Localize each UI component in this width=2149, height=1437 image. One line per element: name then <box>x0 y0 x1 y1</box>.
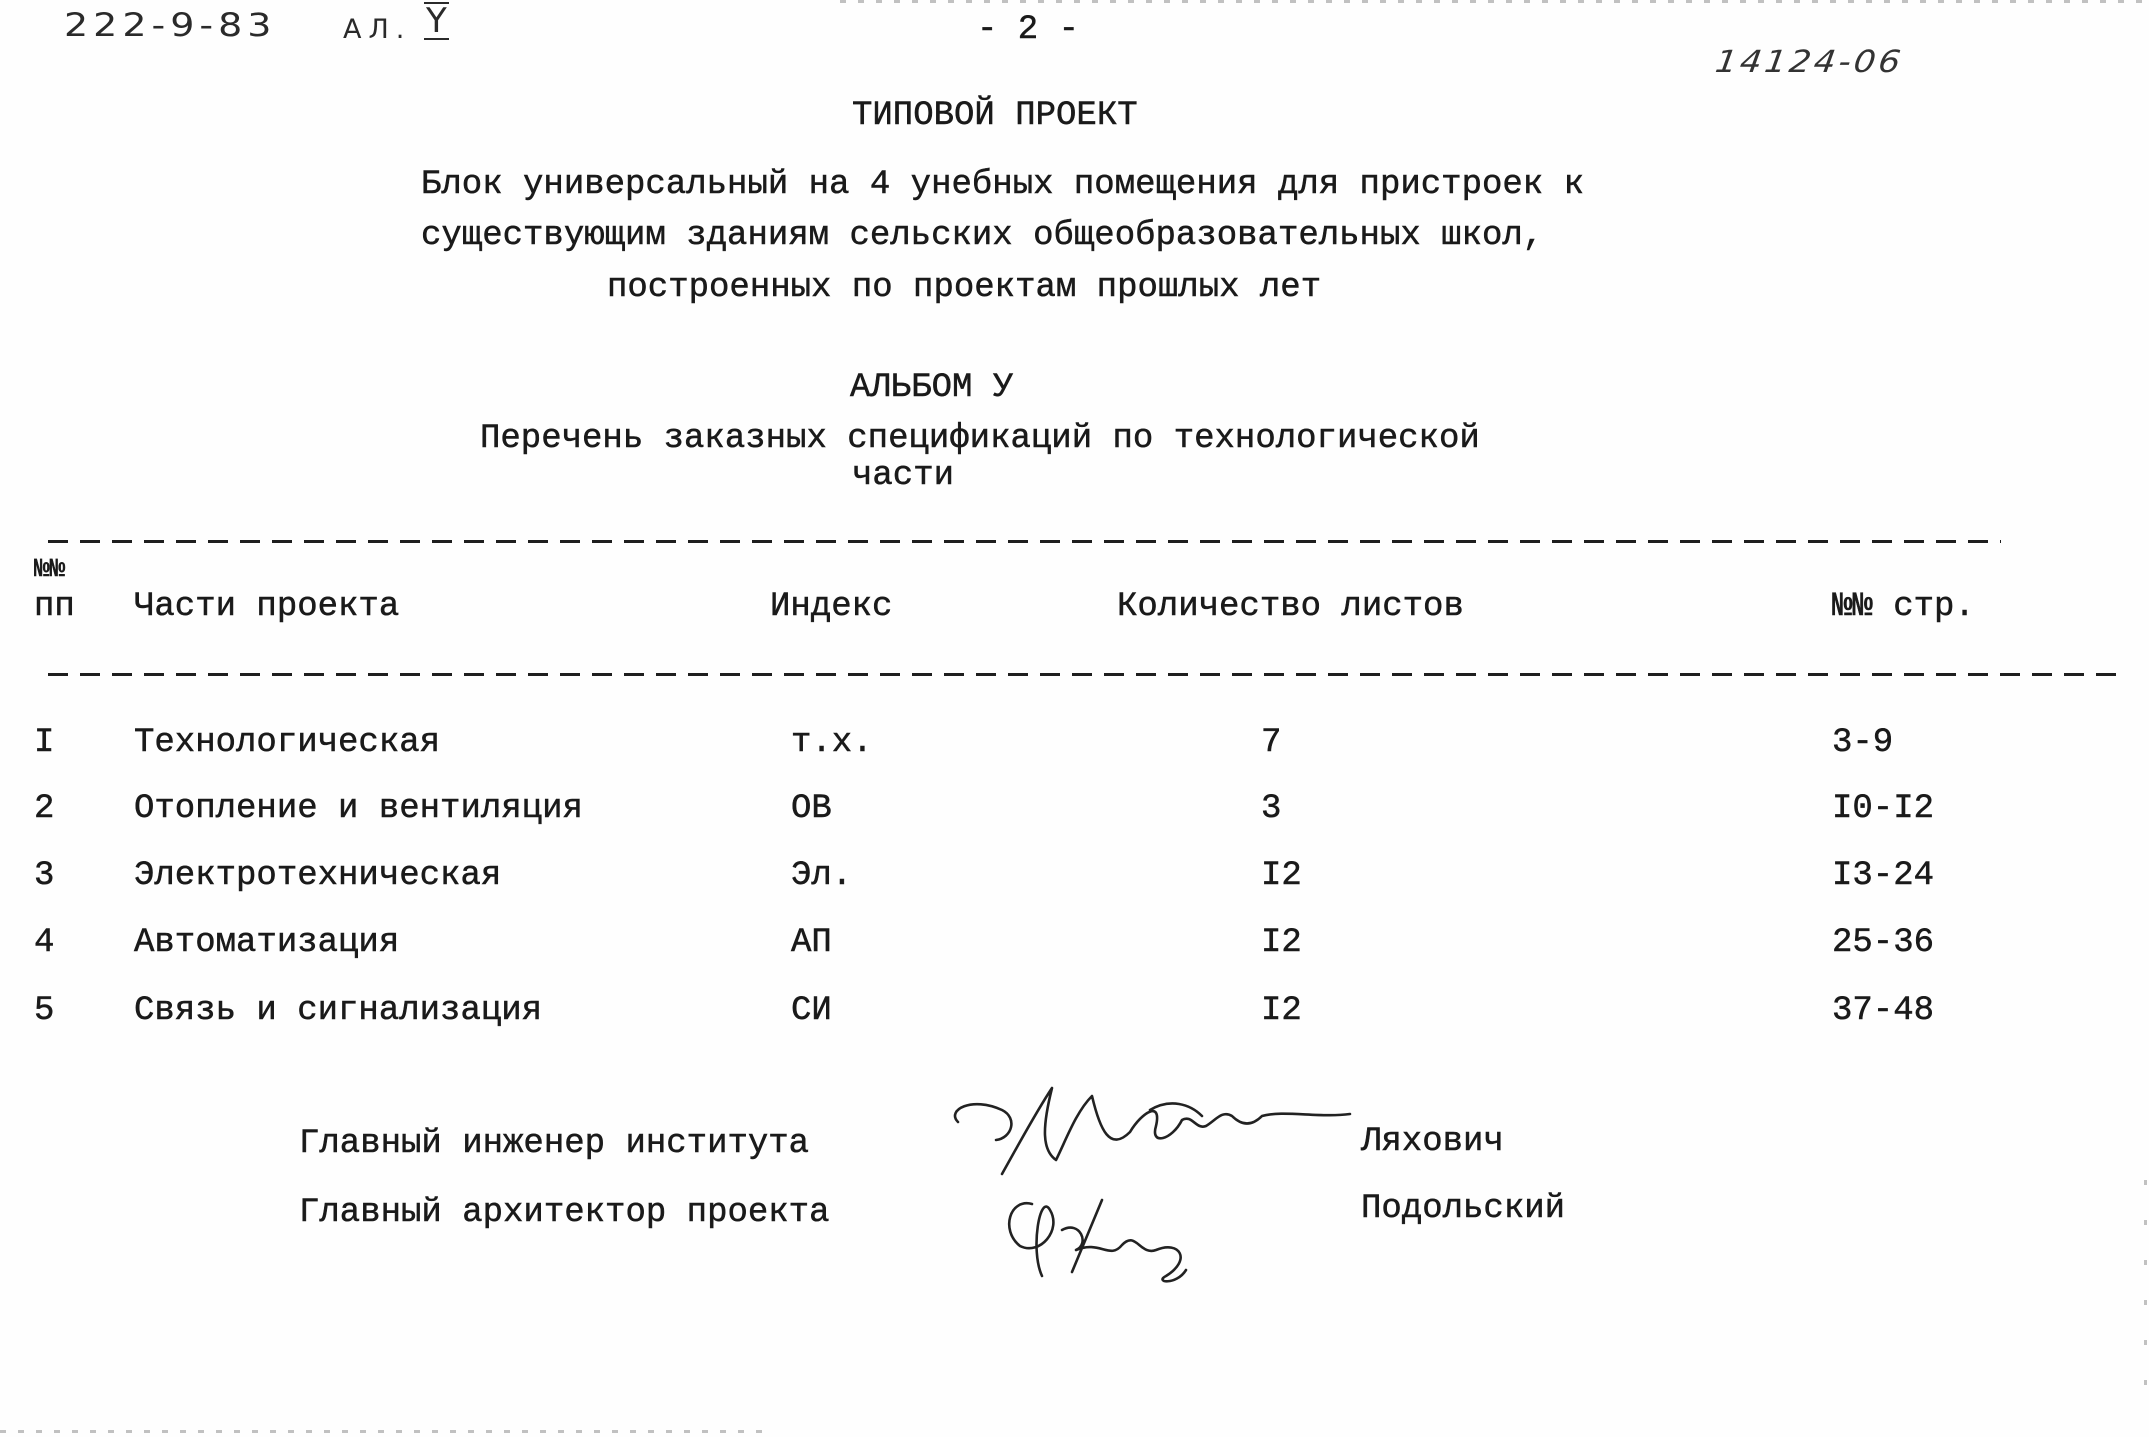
row-pages: 3-9 <box>1832 724 1894 762</box>
album-mark: АЛ. <box>343 14 412 45</box>
row-sheets: 3 <box>1261 790 1282 828</box>
album-subtitle-line: Перечень заказных спецификаций по технологической <box>480 420 1480 458</box>
row-part: Технологическая <box>134 724 441 762</box>
project-title-line: построенных по проектам прошлых лет <box>607 269 1322 307</box>
row-index: ОВ <box>791 790 832 828</box>
column-header-sheets: Количество листов <box>1117 588 1464 626</box>
row-number: 4 <box>34 924 55 962</box>
project-type-heading: ТИПОВОЙ ПРОЕКТ <box>852 97 1138 135</box>
row-part: Автоматизация <box>134 924 400 962</box>
signature-chief-architect <box>1009 1200 1186 1281</box>
project-title-line: существующим зданиям сельских общеобразовательных школ, <box>421 217 1544 255</box>
album-number: Y <box>426 1 447 41</box>
signature-role: Главный инженер института <box>299 1125 810 1163</box>
scan-noise-bottom <box>0 1430 770 1433</box>
scan-noise-right <box>2144 1180 2147 1410</box>
row-number: I <box>34 724 55 762</box>
row-sheets: I2 <box>1261 857 1302 895</box>
document-code: 222-9-83 <box>64 6 277 44</box>
column-header-number: пп <box>34 588 75 626</box>
column-header-number-top: №№ <box>34 554 66 584</box>
signatory-name: Ляхович <box>1361 1123 1504 1161</box>
signature-role: Главный архитектор проекта <box>299 1194 830 1232</box>
album-heading: АЛЬБОМ У <box>850 369 1014 407</box>
column-header-index: Индекс <box>770 588 893 626</box>
column-header-part: Части проекта <box>134 588 400 626</box>
row-pages: 37-48 <box>1832 992 1935 1030</box>
signatory-name: Подольский <box>1361 1190 1566 1228</box>
table-divider-top <box>48 540 2001 543</box>
column-header-pages: №№ стр. <box>1832 588 1975 626</box>
signature-chief-engineer <box>955 1088 1350 1174</box>
row-index: т.х. <box>791 724 873 762</box>
row-index: Эл. <box>791 857 853 895</box>
album-subtitle-line: части <box>852 457 955 495</box>
page-number: - 2 - <box>977 11 1080 49</box>
row-number: 3 <box>34 857 55 895</box>
row-index: СИ <box>791 992 832 1030</box>
row-number: 2 <box>34 790 55 828</box>
row-number: 5 <box>34 992 55 1030</box>
row-part: Связь и сигнализация <box>134 992 543 1030</box>
row-index: АП <box>791 924 832 962</box>
row-part: Отопление и вентиляция <box>134 790 583 828</box>
row-pages: I3-24 <box>1832 857 1935 895</box>
scan-noise-top <box>840 0 2149 3</box>
row-pages: 25-36 <box>1832 924 1935 962</box>
row-sheets: I2 <box>1261 924 1302 962</box>
row-pages: I0-I2 <box>1832 790 1935 828</box>
table-divider-header <box>48 673 2117 676</box>
row-sheets: 7 <box>1261 724 1282 762</box>
inventory-number: 14124-06 <box>1712 44 1906 80</box>
row-sheets: I2 <box>1261 992 1302 1030</box>
handwritten-signatures <box>940 1070 1370 1300</box>
row-part: Электротехническая <box>134 857 502 895</box>
project-title-line: Блок универсальный на 4 унебных помещения для пристроек к <box>421 166 1584 204</box>
